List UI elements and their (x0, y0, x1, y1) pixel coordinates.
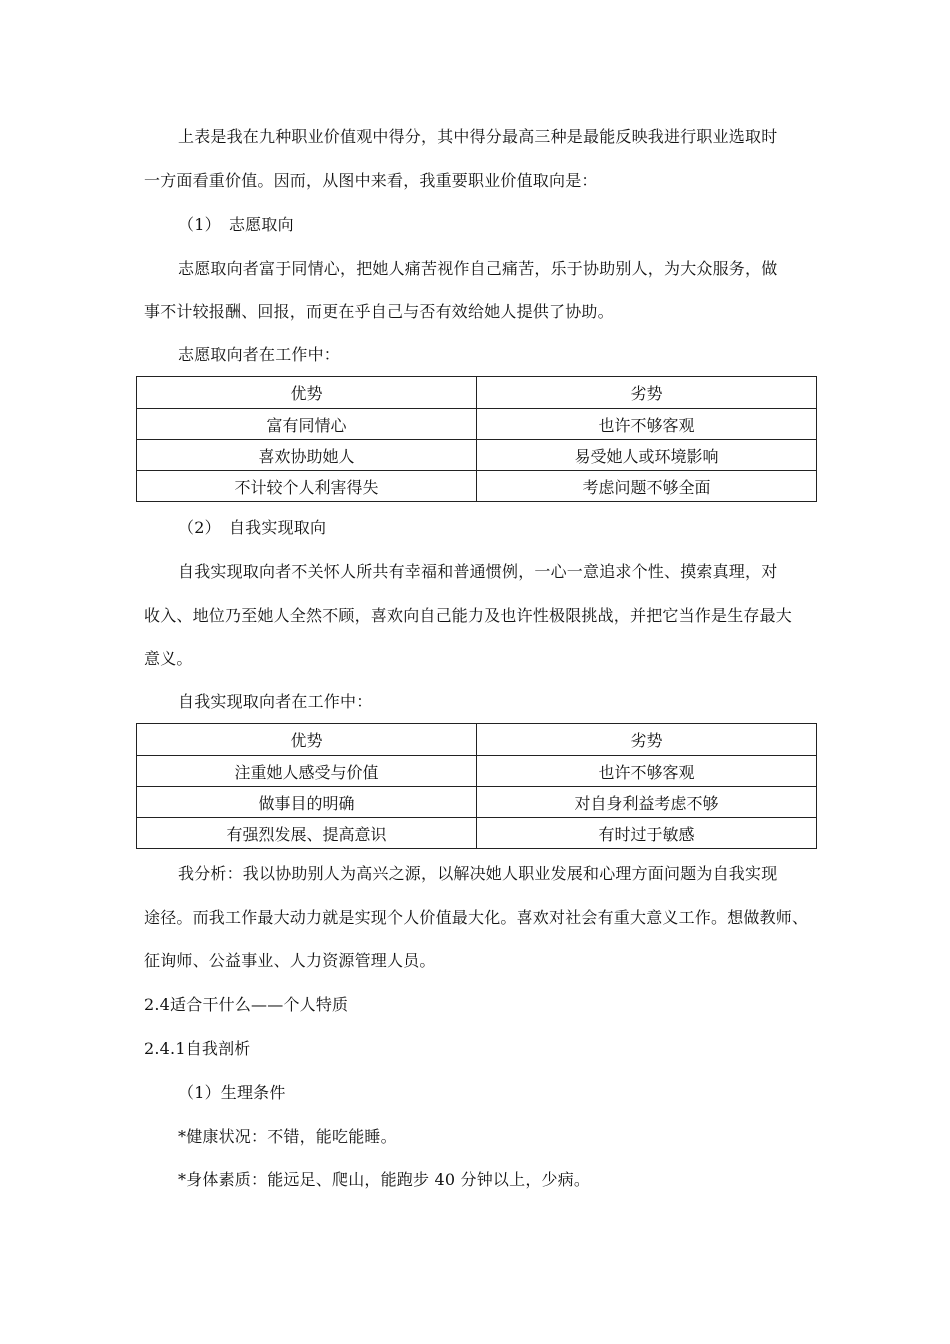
table-cell: 考虑问题不够全面 (477, 471, 817, 502)
section2-desc-line-2: 收入、地位乃至她人全然不顾，喜欢向自己能力及也许性极限挑战，并把它当作是生存最大 (144, 606, 793, 625)
table-header-cell: 劣势 (477, 724, 817, 756)
section1-desc-line-2: 事不计较报酬、回报，而更在乎自己与否有效给她人提供了协助。 (144, 302, 614, 321)
analysis-line-2: 途径。而我工作最大动力就是实现个人价值最大化。喜欢对社会有重大意义工作。想做教师、 (144, 908, 809, 927)
table-row (137, 440, 817, 471)
section2-desc-line-1: 自我实现取向者不关怀人所共有幸福和普通惯例，一心一意追求个性、摸索真理，对 (178, 562, 778, 581)
table-cell: 对自身利益考虑不够 (477, 787, 817, 818)
intro-line-1: 上表是我在九种职业价值观中得分，其中得分最高三种是最能反映我进行职业选取时 (178, 127, 778, 146)
analysis-line-3: 征询师、公益事业、人力资源管理人员。 (144, 951, 436, 970)
intro-line-2: 一方面看重价值。因而，从图中来看，我重要职业价值取向是： (144, 171, 598, 190)
table-cell: 不计较个人利害得失 (137, 471, 477, 502)
physical-fitness: *身体素质：能远足、爬山，能跑步 40 分钟以上，少病。 (178, 1170, 591, 1189)
section2-desc-line-3: 意义。 (144, 649, 193, 668)
table-row (137, 756, 817, 787)
health-status: *健康状况：不错，能吃能睡。 (178, 1127, 397, 1146)
table-cell: 做事目的明确 (137, 787, 477, 818)
table-cell: 也许不够客观 (477, 756, 817, 787)
table-cell: 注重她人感受与价值 (137, 756, 477, 787)
section-2-4-1-heading: 2.4.1自我剖析 (144, 1039, 251, 1058)
table-cell: 易受她人或环境影响 (477, 440, 817, 471)
table-cell: 喜欢协助她人 (137, 440, 477, 471)
table-cell: 有强烈发展、提高意识 (137, 818, 477, 849)
section2-heading: （2） 自我实现取向 (178, 518, 327, 537)
table-cell: 有时过于敏感 (477, 818, 817, 849)
table-row (137, 471, 817, 502)
analysis-line-1: 我分析：我以协助别人为高兴之源，以解决她人职业发展和心理方面问题为自我实现 (178, 864, 778, 883)
table-header-row (137, 724, 817, 756)
table-header-row (137, 377, 817, 409)
table-row (137, 818, 817, 849)
table-header-cell: 优势 (137, 377, 477, 409)
section1-table-caption: 志愿取向者在工作中： (178, 345, 341, 364)
section2-table-caption: 自我实现取向者在工作中： (178, 692, 373, 711)
table-row (137, 409, 817, 440)
table-header-cell: 优势 (137, 724, 477, 756)
section-2-4-heading: 2.4适合干什么——个人特质 (144, 995, 349, 1014)
table-header-cell: 劣势 (477, 377, 817, 409)
physical-conditions-heading: （1）生理条件 (178, 1083, 286, 1102)
table-cell: 富有同情心 (137, 409, 477, 440)
table-cell: 也许不够客观 (477, 409, 817, 440)
section1-table (136, 376, 817, 502)
table-row (137, 787, 817, 818)
section1-heading: （1） 志愿取向 (178, 215, 294, 234)
section1-desc-line-1: 志愿取向者富于同情心，把她人痛苦视作自己痛苦，乐于协助别人，为大众服务，做 (178, 259, 778, 278)
section2-table (136, 723, 817, 849)
